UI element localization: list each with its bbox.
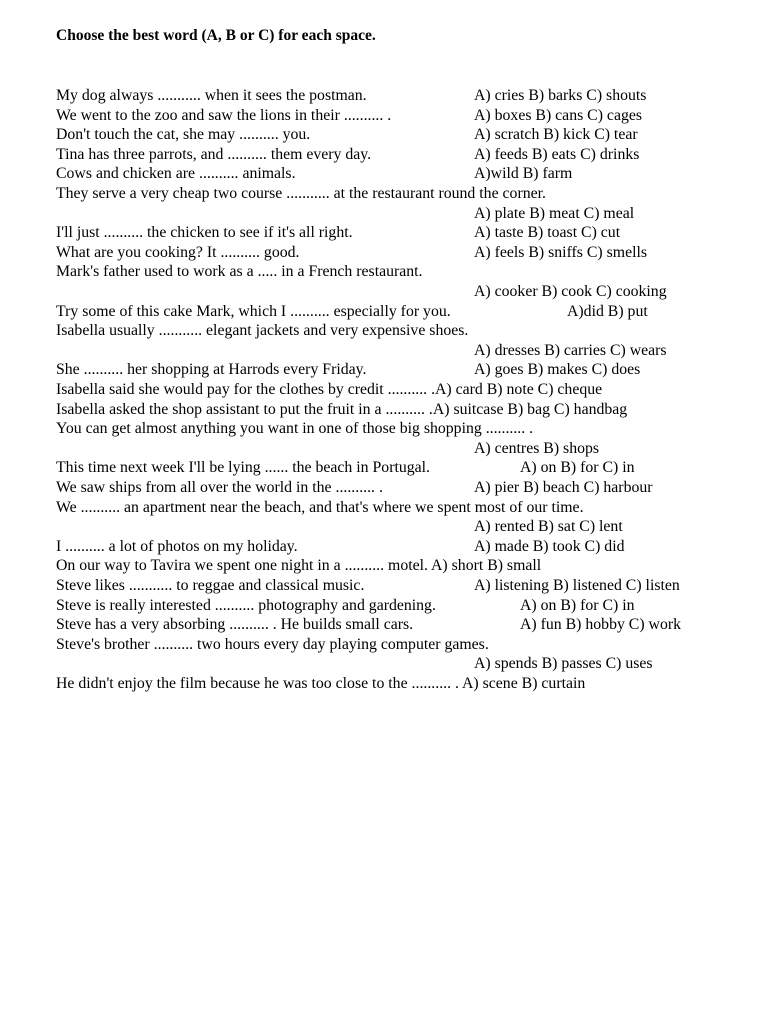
question-text: Isabella usually ........... elegant jackets and very expensive shoes. xyxy=(56,322,469,340)
question-text: We .......... an apartment near the beach, and that's where we spent most of our time. xyxy=(56,498,584,516)
answer-options: A) made B) took C) did xyxy=(474,537,625,555)
question-text: Tina has three parrots, and .......... them every day. xyxy=(56,145,372,163)
question-text: Isabella said she would pay for the clothes by credit .......... .A) card B) note C) cheque xyxy=(56,381,603,398)
answer-options: A) dresses B) carries C) wears xyxy=(474,341,667,359)
question-text: Cows and chicken are .......... animals. xyxy=(56,165,296,183)
question-text: On our way to Tavira we spent one night in a .......... motel. A) short B) small xyxy=(56,557,542,575)
question-text: My dog always ........... when it sees the postman. xyxy=(56,87,367,104)
answer-options: A) cries B) barks C) shouts xyxy=(474,87,647,104)
question-text: You can get almost anything you want in one of those big shopping .......... . xyxy=(56,420,534,438)
question-text: Don't touch the cat, she may .......... you. xyxy=(56,126,311,144)
answer-options: A) feeds B) eats C) drinks xyxy=(474,145,640,163)
answer-options: A) taste B) toast C) cut xyxy=(474,224,621,242)
answer-options: A) on B) for C) in xyxy=(520,596,635,614)
question-text: I'll just .......... the chicken to see if it's all right. xyxy=(56,224,353,242)
answer-options: A) centres B) shops xyxy=(474,439,600,457)
question-text: We went to the zoo and saw the lions in their .......... . xyxy=(56,106,392,124)
answer-options: A) fun B) hobby C) work xyxy=(520,616,682,634)
answer-options: A) boxes B) cans C) cages xyxy=(474,106,643,124)
question-text: Steve has a very absorbing .......... . He builds small cars. xyxy=(56,616,414,634)
answer-options: A) feels B) sniffs C) smells xyxy=(474,243,648,261)
answer-options: A) plate B) meat C) meal xyxy=(474,204,635,222)
question-text: Steve's brother .......... two hours every day playing computer games. xyxy=(56,635,489,653)
question-text: She .......... her shopping at Harrods every Friday. xyxy=(56,361,367,379)
question-text: He didn't enjoy the film because he was too close to the .......... . A) scene B) curtain xyxy=(56,675,586,692)
question-text: We saw ships from all over the world in the .......... . xyxy=(56,479,383,496)
question-text: This time next week I'll be lying ...... the beach in Portugal. xyxy=(56,459,430,477)
answer-options: A)did B) put xyxy=(567,302,648,320)
answer-options: A)wild B) farm xyxy=(474,165,573,183)
answer-options: A) pier B) beach C) harbour xyxy=(474,479,653,496)
answer-options: A) rented B) sat C) lent xyxy=(474,518,623,536)
question-text: I .......... a lot of photos on my holiday. xyxy=(56,537,298,555)
answer-options: A) scratch B) kick C) tear xyxy=(474,126,638,144)
question-text: Try some of this cake Mark, which I .......... especially for you. xyxy=(56,302,451,320)
exercise-title: Choose the best word (A, B or C) for each space. xyxy=(56,27,376,44)
answer-options: A) on B) for C) in xyxy=(520,459,635,477)
question-text: What are you cooking? It .......... good. xyxy=(56,243,300,261)
answer-options: A) cooker B) cook C) cooking xyxy=(474,283,667,300)
answer-options: A) listening B) listened C) listen xyxy=(474,577,680,594)
answer-options: A) goes B) makes C) does xyxy=(474,361,641,379)
question-text: They serve a very cheap two course ........... at the restaurant round the corner. xyxy=(56,185,546,202)
question-text: Mark's father used to work as a ..... in a French restaurant. xyxy=(56,263,423,281)
answer-options: A) spends B) passes C) uses xyxy=(474,655,653,673)
question-text: Steve likes ........... to reggae and classical music. xyxy=(56,577,365,594)
question-text: Isabella asked the shop assistant to put the fruit in a .......... .A) suitcase B) bag C) handbag xyxy=(56,400,628,418)
question-text: Steve is really interested .......... photography and gardening. xyxy=(56,596,436,614)
